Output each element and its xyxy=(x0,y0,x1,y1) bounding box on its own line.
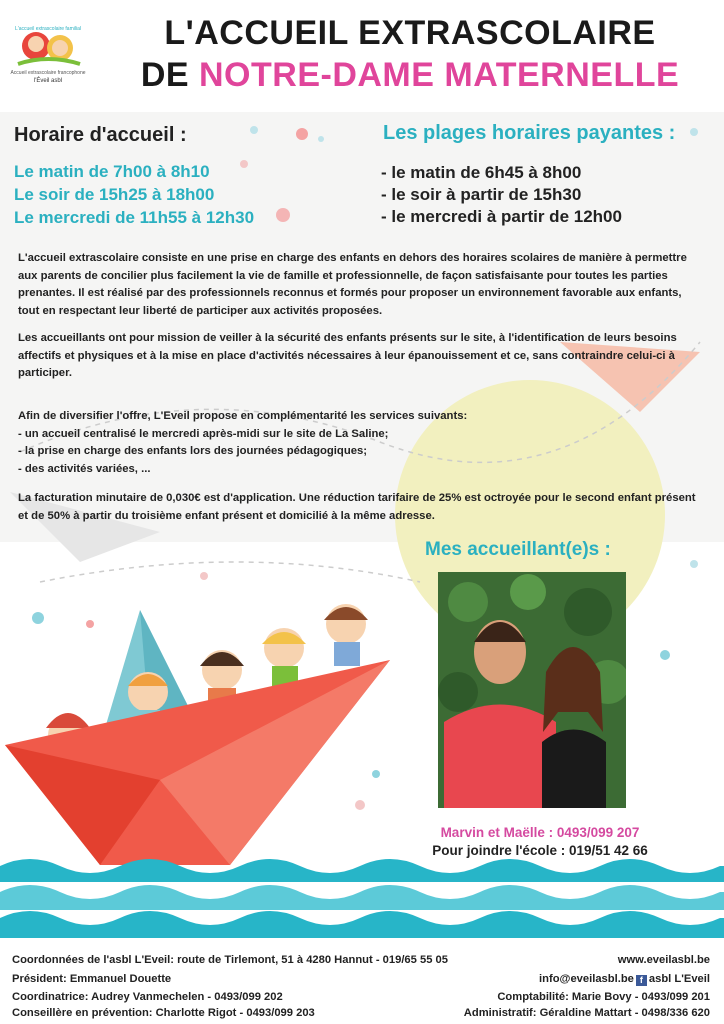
schedule-item: Le soir de 15h25 à 18h00 xyxy=(14,185,215,204)
footer-address: Coordonnées de l'asbl L'Eveil: route de Tirlemont, 51 à 4280 Hannut - 019/65 55 05 xyxy=(12,954,448,966)
paid-hours-heading: Les plages horaires payantes : xyxy=(383,122,676,144)
footer-email[interactable]: info@eveilasbl.be xyxy=(539,973,634,985)
paid-hours-list xyxy=(381,162,622,228)
confetti-dot xyxy=(276,208,290,222)
confetti-dot xyxy=(296,128,308,140)
page-title-line1: L'ACCUEIL EXTRASCOLAIRE xyxy=(164,14,656,52)
logo-org-line1: Accueil extrascolaire francophone xyxy=(10,70,86,76)
schedule-item: Le matin de 7h00 à 8h10 xyxy=(14,162,210,181)
confetti-dot xyxy=(690,128,698,136)
footer-prevention-advisor: Conseillère en prévention: Charlotte Rigot - 0493/099 203 xyxy=(12,1007,315,1019)
services-intro: Afin de diversifier l'offre, L'Eveil propose en complémentarité les services suivants: xyxy=(18,410,468,422)
confetti-dot xyxy=(250,126,258,134)
paid-hours-item: - le mercredi à partir de 12h00 xyxy=(381,207,622,226)
footer-president: Président: Emmanuel Douette xyxy=(12,973,172,985)
boat-with-children-illustration xyxy=(0,580,420,880)
page-title-line2 xyxy=(110,56,710,95)
schedule-heading: Horaire d'accueil : xyxy=(14,124,187,146)
confetti-dot xyxy=(660,650,670,660)
footer-coordinator: Coordinatrice: Audrey Vanmechelen - 0493/099 202 xyxy=(12,991,283,1003)
paragraph-pricing: La facturation minutaire de 0,030€ est d'application. Une réduction tarifaire de 25% est octroyée pour le second enfant présent et de 50% à partir du troisième enfant présent et domicilié à la même adresse. xyxy=(18,492,696,522)
confetti-dot xyxy=(690,560,698,568)
schedule-item: Le mercredi de 11h55 à 12h30 xyxy=(14,208,255,227)
staff-names-phone: Marvin et Maëlle : 0493/099 207 xyxy=(440,825,640,840)
paid-hours-item: - le soir à partir de 15h30 xyxy=(381,185,582,204)
footer-accounting: Comptabilité: Marie Bovy - 0493/099 201 xyxy=(497,991,710,1003)
services-item: - des activités variées, ... xyxy=(18,462,151,475)
staff-photo xyxy=(438,572,626,808)
footer-administration: Administratif: Géraldine Mattart - 0498/336 620 xyxy=(463,1007,710,1019)
confetti-dot xyxy=(200,572,208,580)
title-school-name: NOTRE-DAME MATERNELLE xyxy=(199,56,680,94)
waves-decoration xyxy=(0,852,724,940)
logo-org-line2: l'Éveil asbl xyxy=(33,78,63,84)
services-item: - un accueil centralisé le mercredi après-midi sur le site de La Saline; xyxy=(18,427,389,440)
paragraph-intro: L'accueil extrascolaire consiste en une prise en charge des enfants en dehors des horaires scolaires de manière à permettre aux parents de concilier plus facilement la vie de famille et professionnelle, de façon satisfaisante pour toutes les parties prenantes. Il est réalisé par des professionnels reconnus et formés pour proposer un environnement favorable aux enfants, tout en respectant leur liberté de participer aux activités proposées. xyxy=(18,252,687,317)
paragraph-mission: Les accueillants ont pour mission de veiller à la sécurité des enfants présents sur le site, à l'identification de leurs besoins affectifs et physiques et à la mise en place d'activités nécessaires à leur épanouissement et ce, sans contraindre celui-ci à participer. xyxy=(18,332,677,379)
footer-website[interactable]: www.eveilasbl.be xyxy=(617,954,710,966)
school-contact: Pour joindre l'école : 019/51 42 66 xyxy=(432,843,648,858)
footer-facebook[interactable]: asbl L'Eveil xyxy=(648,973,710,985)
paragraph-services xyxy=(18,408,706,478)
logo-tagline: L'accueil extrascolaire familial xyxy=(15,26,81,32)
staff-heading: Mes accueillant(e)s : xyxy=(425,539,611,560)
schedule-list xyxy=(14,160,254,229)
services-item: - la prise en charge des enfants lors des journées pédagogiques; xyxy=(18,445,368,457)
confetti-dot xyxy=(318,136,324,142)
title-prefix: DE xyxy=(140,56,199,94)
paid-hours-item: - le matin de 6h45 à 8h00 xyxy=(381,163,582,182)
footer-contact-line xyxy=(539,973,710,986)
facebook-icon: f xyxy=(636,975,647,986)
